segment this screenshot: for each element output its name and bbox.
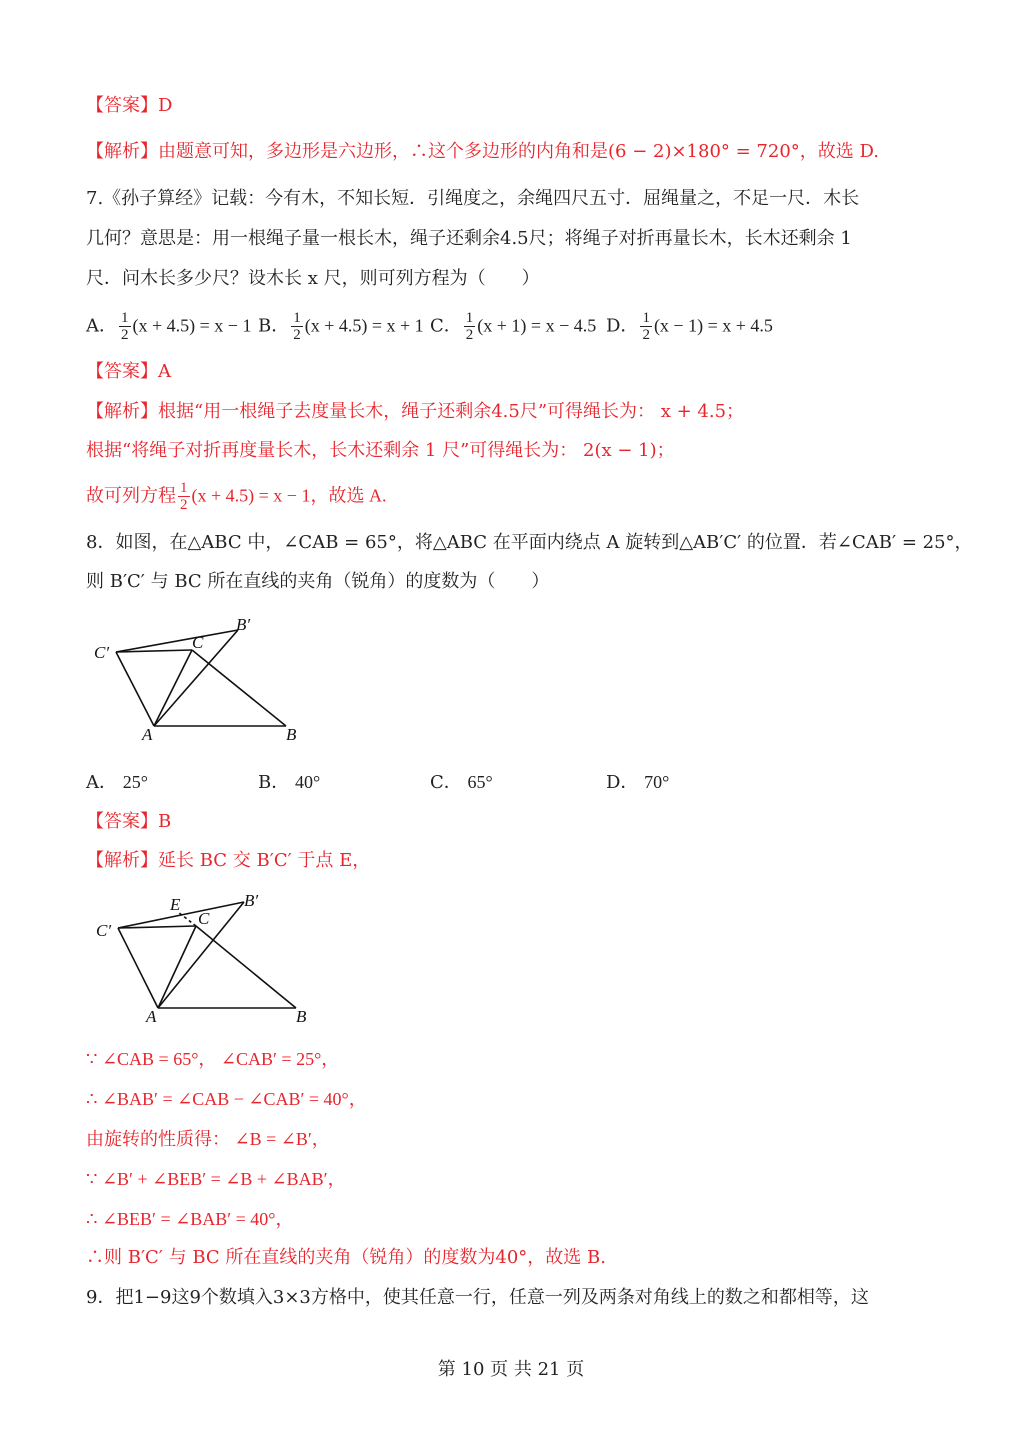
q6-answer-line [86,94,172,118]
q9-stem-line1: 9．把1−9这9个数填入3×3方格中，使其任意一行，任意一列及两条对角线上的数之和都相等，这 [86,1287,869,1308]
analysis-text: 由题意可知，多边形是六边形，∴这个多边形的内角和是(6 − 2)×180° = 720°，故选 D. [158,141,880,162]
label-a: A [142,725,153,744]
q8-step-6: ∴则 B′C′ 与 BC 所在直线的夹角（锐角）的度数为40°，故选 B. [86,1247,606,1268]
q8-stem-line1: 8．如图，在△ABC 中，∠CAB = 65°，将△ABC 在平面内绕点 A 旋转到△AB′C′ 的位置．若∠CAB′ = 25°， [86,532,973,553]
q8-option-c[interactable]: C． 65° [430,772,493,793]
answer-value: D [158,95,173,116]
q8-step-2: ∴ ∠BAB′ = ∠CAB − ∠CAB′ = 40°， [86,1089,367,1109]
q8-analysis-figure [86,888,326,1028]
q8-answer-line: 【答案】B [86,811,172,832]
segment-c-b [196,926,296,1008]
q7-option-c[interactable]: C． $\frac{1}{2}$ (x + 1) = x − 4.5 [430,310,597,343]
label-b: B [296,1007,307,1026]
label-b: B [286,725,297,744]
q8-step-4: ∵ ∠B′ + ∠BEB′ = ∠B + ∠BAB′， [86,1169,346,1189]
label-a: A [146,1007,157,1026]
q6-analysis-line [86,140,879,164]
analysis-tag: 【解析】 [86,141,158,162]
q7-stem-line2: 几何？意思是：用一根绳子量一根长木，绳子还剩余4.5尺；将绳子对折再量长木，长木还剩余 1 [86,228,852,249]
label-bprime: B′ [236,615,251,634]
q7-analysis-line1: 【解析】根据“用一根绳子去度量长木，绳子还剩余4.5尺”可得绳长为： x + 4.5； [86,401,745,422]
label-cprime: C′ [94,643,110,662]
q7-option-b[interactable]: B． $\frac{1}{2}$ (x + 4.5) = x + 1 [258,310,424,343]
q8-option-a[interactable]: A． 25° [86,772,148,793]
q8-option-d[interactable]: D． 70° [606,772,670,793]
segment-c-b [192,650,286,726]
q8-step-1: ∵ ∠CAB = 65°， ∠CAB′ = 25°， [86,1049,340,1069]
q8-stem-line2: 则 B′C′ 与 BC 所在直线的夹角（锐角）的度数为（ ） [86,571,550,592]
segment-cp-a [116,652,154,726]
q8-analysis-intro: 【解析】延长 BC 交 B′C′ 于点 E， [86,850,371,871]
page-footer: 第 10 页 共 21 页 [437,1359,585,1380]
answer-tag: 【答案】 [86,95,158,116]
q7-analysis-line2: 根据“将绳子对折再度量长木，长木还剩余 1 尺”可得绳长为： 2(x − 1)； [86,440,675,461]
q8-triangle-figure [86,610,326,745]
label-c: C [192,633,204,652]
q8-step-3: 由旋转的性质得： ∠B = ∠B′， [86,1129,330,1149]
q7-stem-line1: 7.《孙子算经》记载：今有木，不知长短．引绳度之，余绳四尺五寸．屈绳量之，不足一尺．木长 [86,188,860,209]
q7-analysis-line3: 故可列方程 $\frac{1}{2}$ (x + 4.5) = x − 1，故选 A. [86,480,387,513]
q8-step-5: ∴ ∠BEB′ = ∠BAB′ = 40°， [86,1209,294,1229]
label-e: E [170,895,181,914]
label-bprime: B′ [244,891,259,910]
segment-cp-bp [116,630,238,652]
q7-option-a[interactable]: A． $\frac{1}{2}$ (x + 4.5) = x − 1 [86,310,252,343]
q7-option-d[interactable]: D． $\frac{1}{2}$ (x − 1) = x + 4.5 [606,310,773,343]
label-cprime: C′ [96,921,112,940]
q7-stem-line3: 尺．问木长多少尺？设木长 x 尺，则可列方程为（ ） [86,268,540,289]
q7-answer-line: 【答案】A [86,361,171,382]
q8-option-b[interactable]: B． 40° [258,772,321,793]
answer-value: B [158,811,172,832]
answer-value: A [158,361,171,382]
segment-cp-a [118,928,158,1008]
label-c: C [198,909,210,928]
